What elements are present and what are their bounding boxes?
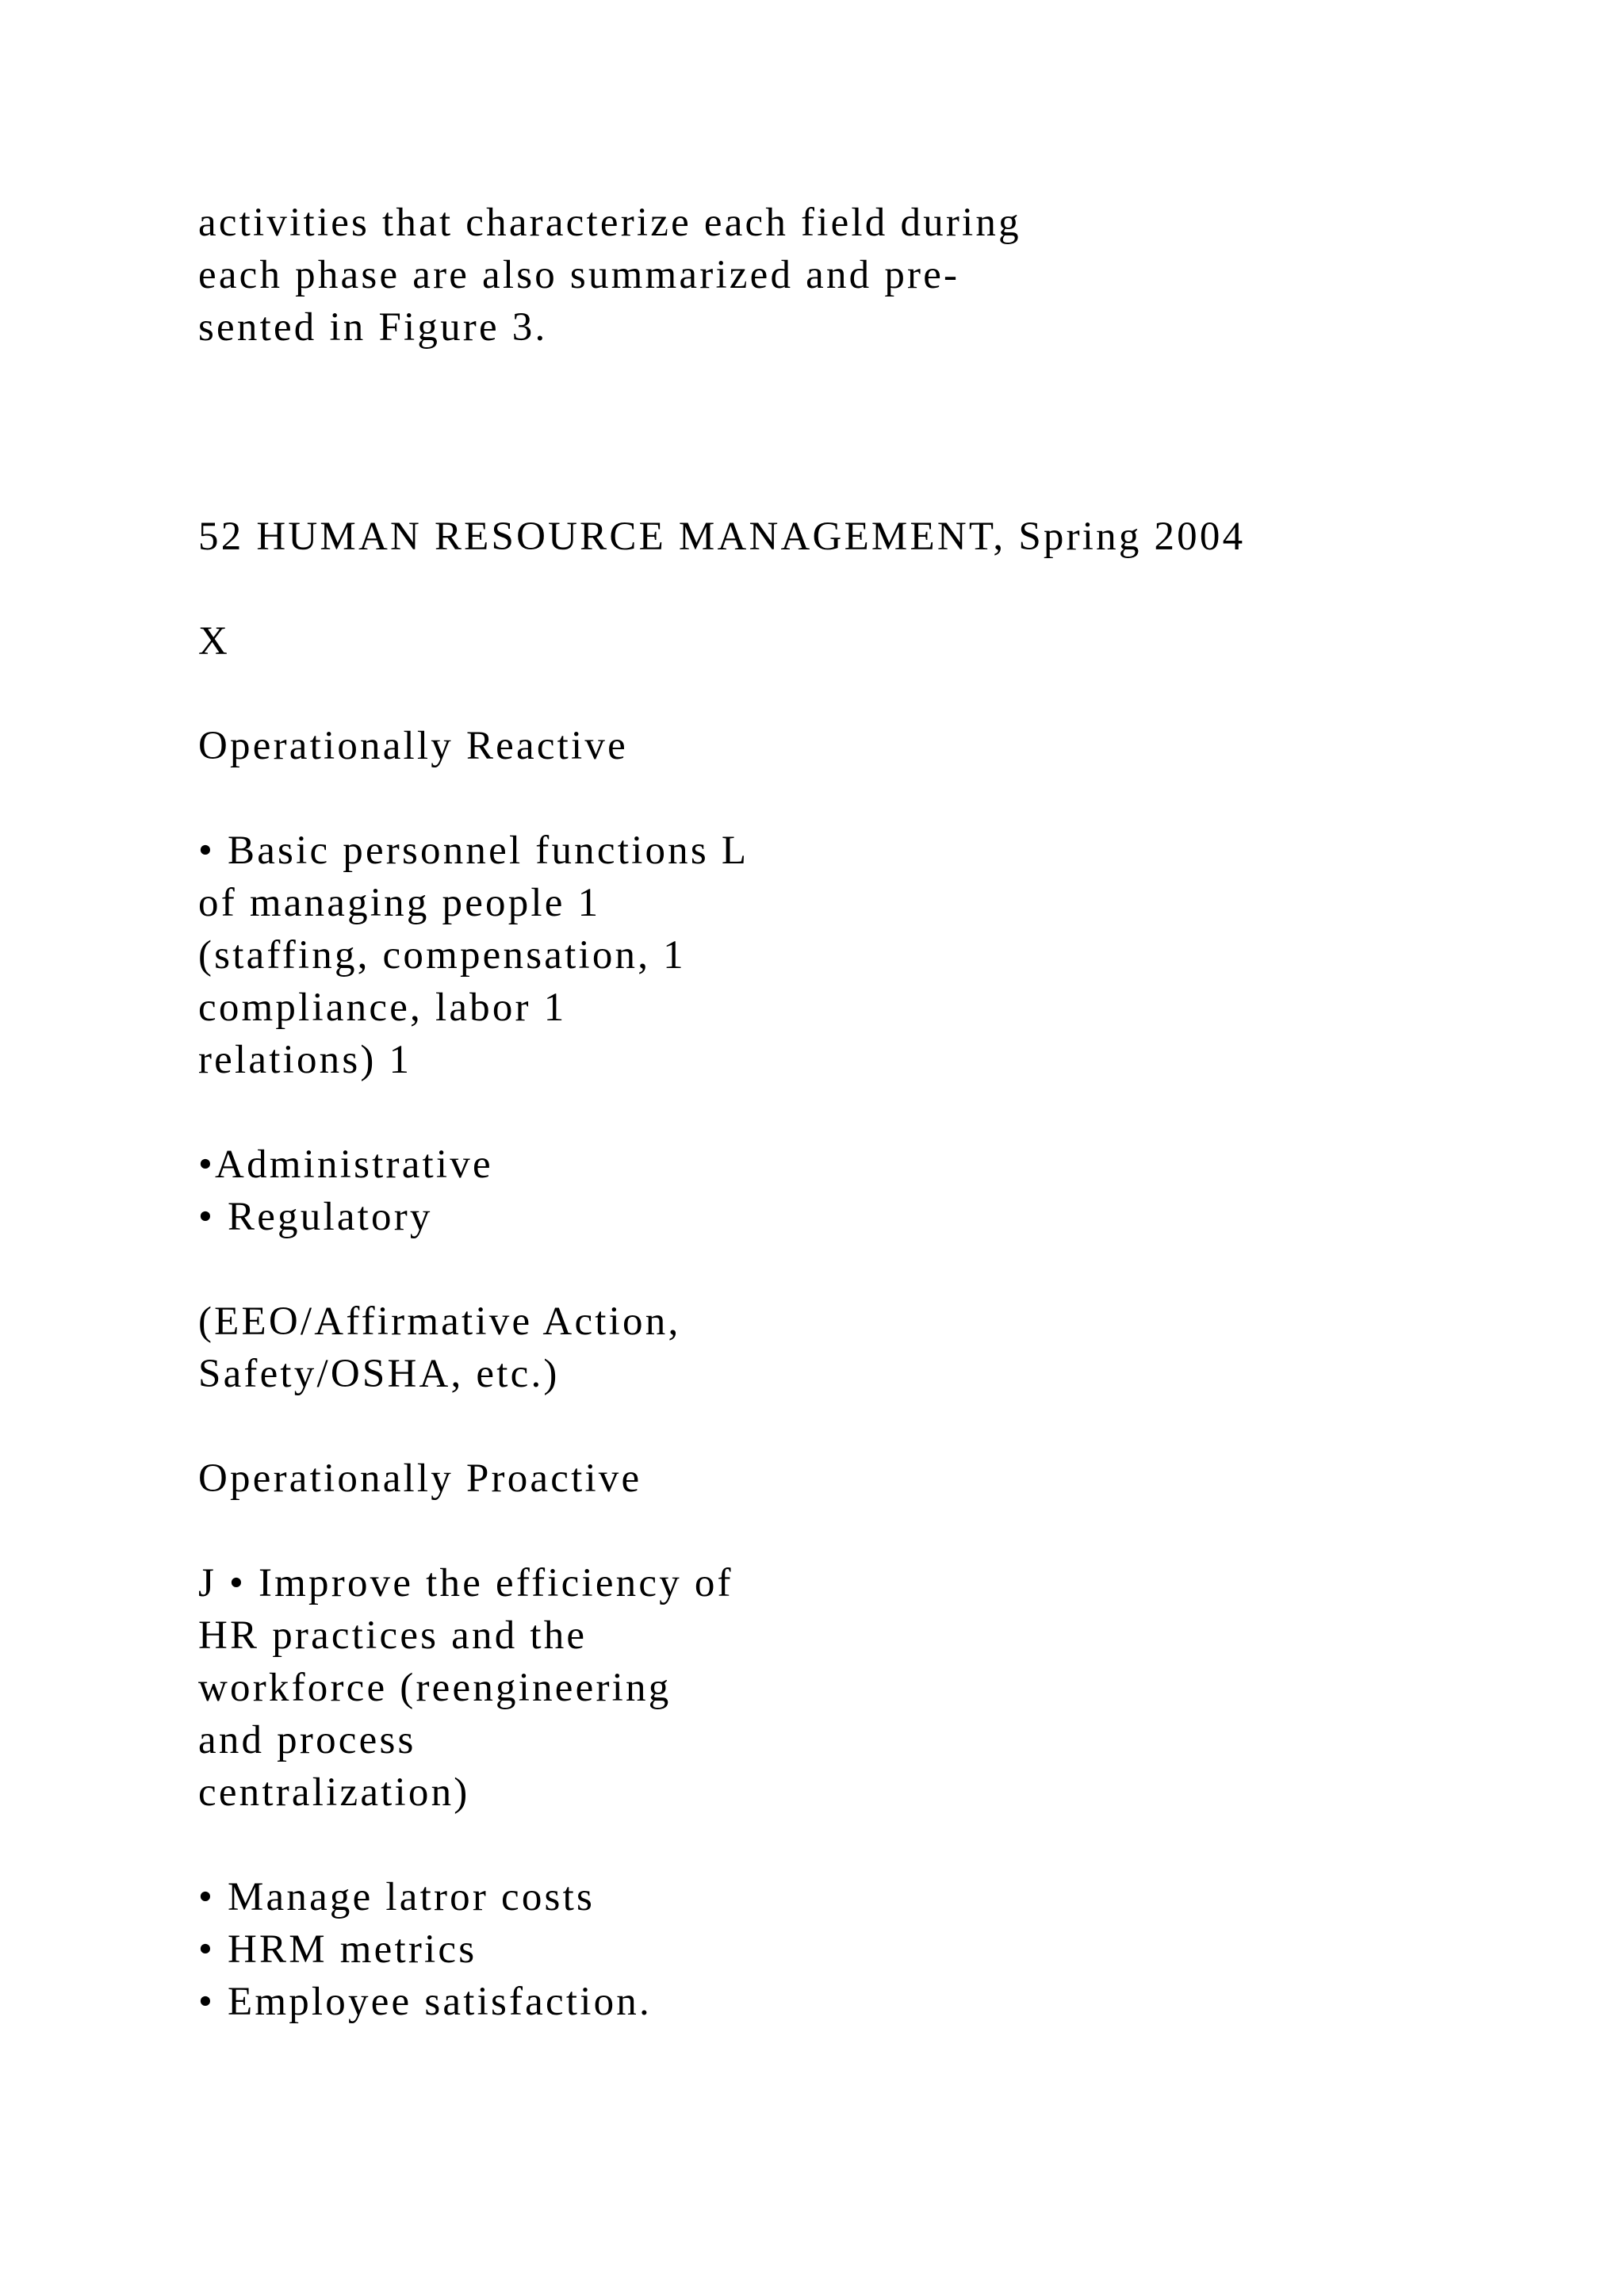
intro-line-2: each phase are also summarized and pre-	[198, 253, 960, 297]
reactive-function-line-5: relations) 1	[198, 1038, 412, 1082]
proactive-improve-line-1: J • Improve the efficiency of	[198, 1561, 733, 1605]
reactive-bullet-regulatory: • Regulatory	[198, 1195, 433, 1239]
proactive-improve-line-4: and process	[198, 1718, 416, 1762]
proactive-heading: Operationally Proactive	[198, 1456, 642, 1501]
reactive-examples-line-2: Safety/OSHA, etc.)	[198, 1352, 560, 1396]
reactive-function-line-3: (staffing, compensation, 1	[198, 933, 686, 978]
reactive-function-line-1: • Basic personnel functions L	[198, 828, 749, 873]
reactive-function-line-4: compliance, labor 1	[198, 985, 567, 1030]
reactive-bullet-administrative: •Administrative	[198, 1142, 493, 1187]
reactive-function-line-2: of managing people 1	[198, 881, 601, 925]
running-header: 52 HUMAN RESOURCE MANAGEMENT, Spring 2004	[198, 515, 1246, 559]
reactive-examples-line-1: (EEO/Affirmative Action,	[198, 1299, 681, 1344]
marker-x: X	[198, 619, 231, 664]
intro-line-3: sented in Figure 3.	[198, 305, 548, 350]
proactive-improve-line-3: workforce (reengineering	[198, 1666, 672, 1710]
reactive-heading: Operationally Reactive	[198, 724, 628, 768]
proactive-bullet-labor-costs: • Manage latror costs	[198, 1875, 596, 1919]
proactive-bullet-employee-satisfaction: • Employee satisfaction.	[198, 1980, 652, 2024]
intro-line-1: activities that characterize each field during	[198, 201, 1021, 245]
proactive-improve-line-2: HR practices and the	[198, 1613, 588, 1658]
proactive-bullet-hrm-metrics: • HRM metrics	[198, 1927, 477, 1972]
proactive-improve-line-5: centralization)	[198, 1770, 470, 1815]
